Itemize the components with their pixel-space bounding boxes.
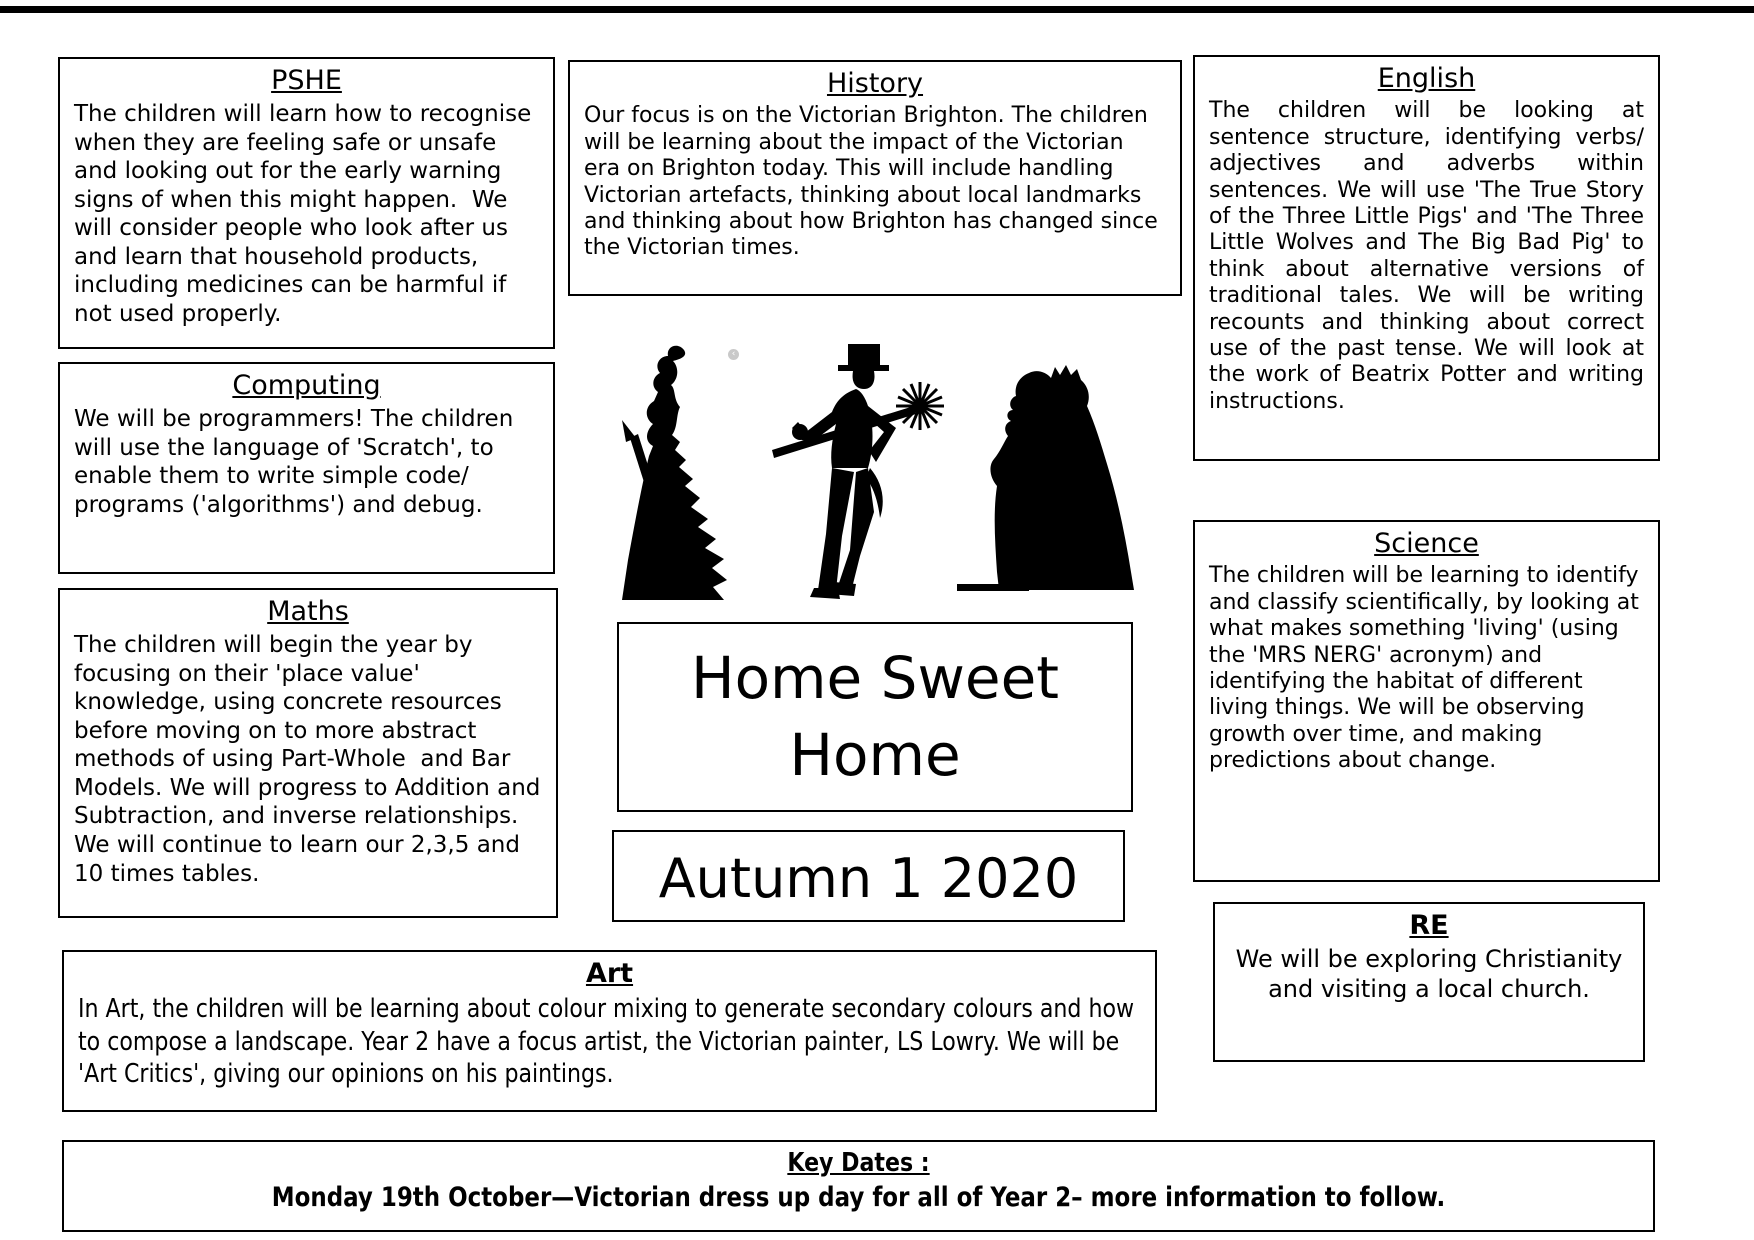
re-heading: RE	[1409, 910, 1449, 941]
key-dates-heading: Key Dates :	[787, 1148, 930, 1178]
computing-heading: Computing	[232, 370, 381, 401]
carousel-arrow-badge-icon: ‹	[728, 349, 739, 360]
top-divider-bar	[0, 6, 1754, 13]
re-box	[1213, 902, 1645, 1062]
key-dates-body: Monday 19th October—Victorian dress up day for all of Year 2– more information to follow.	[271, 1182, 1446, 1214]
pshe-body: The children will learn how to recognise when they are feeling safe or unsafe and looking out for the early warning signs of when this might happen. We will consider people who look after us and learn that household products, including medicines can be harmful if not used properly.	[74, 101, 539, 327]
history-heading: History	[826, 68, 924, 99]
art-box	[62, 950, 1157, 1112]
queen-victoria-silhouette-icon	[955, 362, 1140, 602]
pshe-box	[58, 57, 555, 349]
pshe-heading: PSHE	[271, 65, 342, 96]
english-heading: English	[1377, 63, 1476, 94]
science-box	[1193, 520, 1660, 882]
art-body: In Art, the children will be learning about colour mixing to generate secondary colours and how to compose a landscape. Year 2 have a focus artist, the Victorian painter, LS Lowry. We will be 'Art Critics', giving our opinions on his paintings.	[78, 994, 1135, 1090]
maths-body: The children will begin the year by focusing on their 'place value' knowledge, using concrete resources before moving on to more abstract methods of using Part-Whole and Bar Models. We will progress to Addition and Subtraction, and inverse relationships. We will continue to learn our 2,3,5 and 10 times tables.	[74, 632, 548, 887]
computing-body: We will be programmers! The children will use the language of 'Scratch', to enable them to write simple code/ programs ('algorithms') and debug.	[74, 406, 521, 518]
page-title: Home Sweet Home	[690, 644, 1060, 789]
title-box	[617, 622, 1133, 812]
art-heading: Art	[585, 958, 634, 989]
english-box	[1193, 55, 1660, 461]
maths-box	[58, 588, 558, 918]
computing-box	[58, 362, 555, 574]
key-dates-box	[62, 1140, 1655, 1232]
chimney-sweep-silhouette-icon	[768, 344, 948, 604]
english-body: The children will be looking at sentence structure, identifying verbs/ adjectives and adverbs within sentences. We will use 'The True Story of the Three Little Pigs' and 'The Three Little Wolves and The Big Bad Pig' to think about alternative versions of traditional tales. We will be writing recounts and thinking about correct use of the past tense. We will look at the work of Beatrix Potter and writing instructions.	[1209, 98, 1651, 414]
science-body: The children will be learning to identify and classify scientifically, by looking at what makes something 'living' (using the 'MRS NERG' acronym) and identifying the habitat of different living things. We will be observing growth over time, and making predictions about change.	[1209, 563, 1646, 774]
history-body: Our focus is on the Victorian Brighton. The children will be learning about the impact of the Victorian era on Brighton today. This will include handling Victorian artefacts, thinking about local landmarks and thinking about how Brighton has changed since the Victorian times.	[584, 103, 1165, 261]
history-box	[568, 60, 1182, 296]
science-heading: Science	[1374, 528, 1479, 559]
term-box	[612, 830, 1125, 922]
victorian-lady-silhouette-icon	[600, 344, 748, 604]
key-dates-content	[195, 1148, 1522, 1213]
re-body: We will be exploring Christianity and visiting a local church.	[1235, 945, 1630, 1004]
term-label: Autumn 1 2020	[658, 847, 1079, 910]
maths-heading: Maths	[267, 596, 349, 627]
